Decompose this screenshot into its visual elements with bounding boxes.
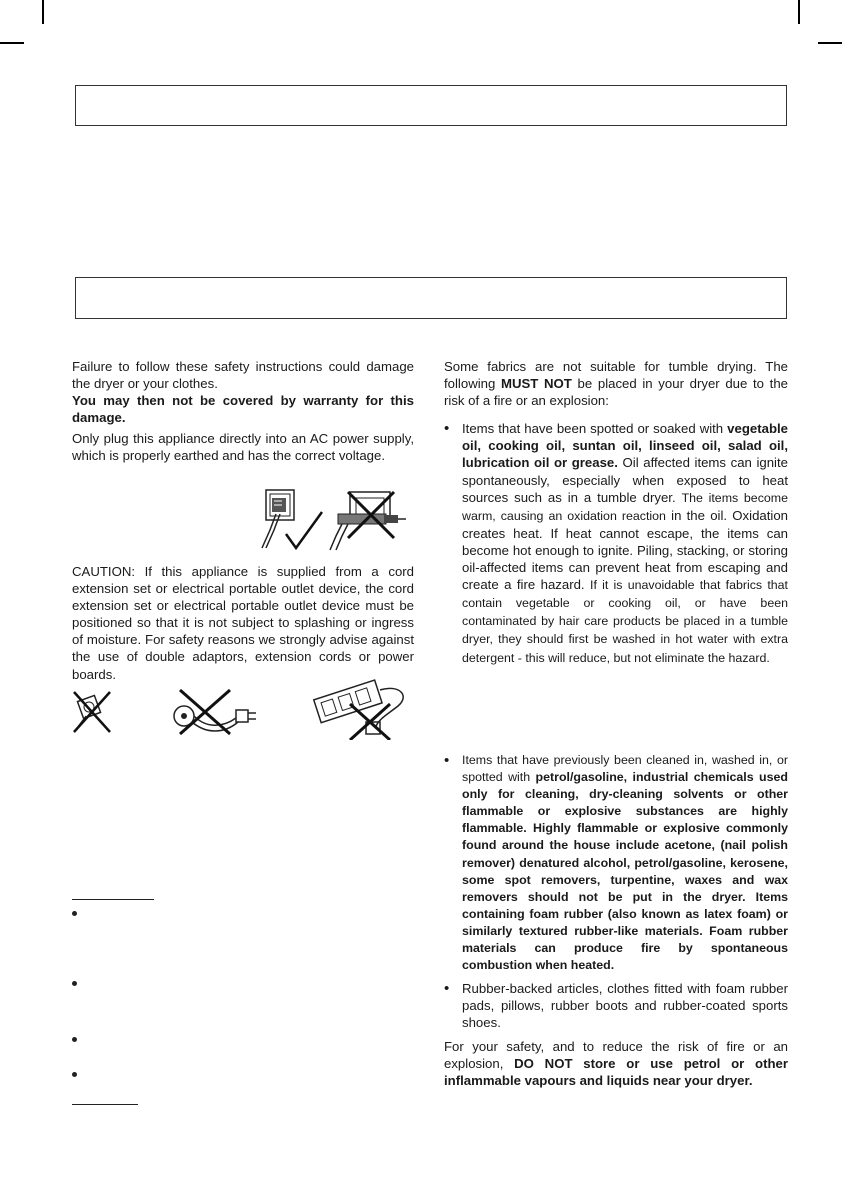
left-list-rule-top bbox=[72, 899, 154, 900]
list-item-rubber bbox=[444, 980, 788, 1031]
crop-mark-top-left-v bbox=[42, 0, 44, 24]
right-intro bbox=[444, 358, 788, 409]
caution-paragraph: CAUTION: If this appliance is supplied from a cord extension set or electrical portable outlet device, the cord extension set or electrical portable outlet device must be positioned so that it is not subject to splashing or ingress of moisture. For safety reasons we strongly advise against the use of double adaptors, extension cords or power boards. bbox=[72, 564, 414, 682]
oil-item-heat: in the oil. Oxidation creates heat. If heat cannot escape, the items can become hot enough to ignite. Piling, stacking, or storing oil-affected items can prevent heat from escaping and create a fire hazard. bbox=[462, 507, 788, 593]
left-intro: Failure to follow these safety instructions could damage the dryer or your clothes. bbox=[72, 359, 414, 392]
header-box-top bbox=[75, 85, 787, 126]
crop-mark-top-left-h bbox=[0, 42, 24, 44]
right-intro-start: Some fabrics are not suitable for tumble drying. The following bbox=[444, 359, 788, 392]
flammable-substances-emphasis: petrol/gasoline, industrial chemicals used only for cleaning, dry-cleaning solvents or other flammable or explosive substances are highly flammable. Highly flammable or explosive commonly found around the house include acetone, (nail polish remover) denatured alcohol, petrol/gasoline, kerosene, some spot removers, turpentine, waxes and wax removers should not be put in the dryer. Items containing foam rubber (also known as latex foam) or similarly textured rubber-like materials. Foam rubber materials can produce fire by spontaneous combustion when heated. bbox=[462, 770, 788, 973]
left-list-rule-bottom bbox=[72, 1104, 138, 1105]
right-column-bottom bbox=[444, 752, 788, 1089]
wall-plug-approved-icon bbox=[252, 486, 326, 554]
adaptor-prohibited-icon bbox=[328, 488, 408, 552]
oil-types-emphasis: vegetable oil, cooking oil, suntan oil, linseed oil, salad oil, lubrication oil or grease. bbox=[462, 421, 788, 471]
left-list-bullet-1 bbox=[72, 911, 77, 916]
must-not-emphasis: MUST NOT bbox=[500, 376, 572, 392]
flammable-item-lead: Items that have previously been cleaned in, washed in, or spotted with bbox=[462, 753, 788, 785]
oil-item-unavoidable: If it is unavoidable that fabrics that contain vegetable or cooking oil, or have been contaminated by hair care products be placed in a tumble dryer, they should first be washed in hot water with extra detergent - this will reduce, but not eliminate the hazard. bbox=[462, 578, 788, 665]
oil-item-ignite: Oil affected items can ignite spontaneously, especially when exposed to heat sources such as in a tumble dryer. bbox=[462, 455, 788, 505]
oil-item-oxidation: The items become warm, causing an oxidation reaction bbox=[462, 490, 788, 523]
caution-text bbox=[72, 563, 414, 683]
right-intro-end: be placed in your dryer due to the risk of a fire or an explosion: bbox=[444, 376, 788, 409]
extension-cord-prohibited-icon bbox=[166, 688, 258, 736]
crop-mark-top-right-h bbox=[818, 42, 842, 44]
final-warning-emphasis: DO NOT store or use petrol or other inflammable vapours and liquids near your dryer. bbox=[444, 1055, 788, 1088]
right-column-top bbox=[444, 358, 788, 667]
left-column-top bbox=[72, 358, 414, 465]
final-warning bbox=[444, 1038, 788, 1089]
header-box-section bbox=[75, 277, 787, 319]
final-warning-lead: For your safety, and to reduce the risk of fire or an explosion, bbox=[444, 1038, 788, 1071]
left-list-bullet-2 bbox=[72, 981, 77, 986]
plug-instruction: Only plug this appliance directly into an AC power supply, which is properly earthed and has the correct voltage. bbox=[72, 431, 414, 464]
left-list-bullet-3 bbox=[72, 1037, 77, 1042]
oil-items-list bbox=[444, 420, 788, 666]
flammable-items-list bbox=[444, 752, 788, 1032]
double-adaptor-prohibited-icon bbox=[70, 688, 114, 736]
warranty-warning: You may then not be covered by warranty for this damage. bbox=[72, 393, 414, 426]
crop-mark-top-right-v bbox=[798, 0, 800, 24]
rubber-item-text: Rubber-backed articles, clothes fitted with foam rubber pads, pillows, rubber boots and rubber-coated sports shoes. bbox=[462, 981, 788, 1031]
power-board-prohibited-icon bbox=[310, 668, 414, 740]
oil-item-lead: Items that have been spotted or soaked with bbox=[462, 421, 728, 437]
left-list-bullet-4 bbox=[72, 1072, 77, 1077]
list-item-oil bbox=[444, 420, 788, 666]
list-item-flammable bbox=[444, 752, 788, 974]
